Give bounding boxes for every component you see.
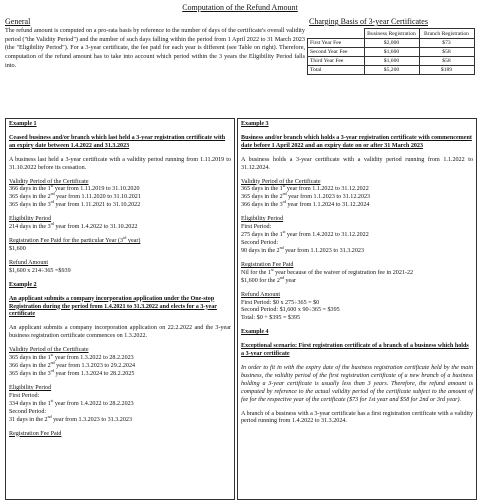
eligibility-line: 31 days in the 2nd year from 1.3.2023 to 31.3.2023	[9, 413, 132, 423]
example2-fee	[9, 431, 231, 439]
refund-value: $1,600 x 214÷365 =$939	[9, 267, 71, 274]
row-label: Second Year Fee	[308, 48, 365, 57]
table-row	[308, 48, 475, 57]
section-heading: Refund Amount	[241, 291, 281, 298]
example2-title: Example 2	[9, 281, 37, 288]
validity-line: 366 days in the 2nd year from 1.3.2023 to 29.2.2024	[9, 360, 136, 370]
example3-eligibility	[241, 216, 473, 256]
example2-paragraph: An applicant submits a company incorporation application on 22.2.2022 and the 3-year business registration certificate commences on 1.3.2022.	[9, 325, 231, 340]
table-corner-cell	[308, 29, 365, 39]
example1-refund	[9, 260, 231, 276]
branch-fee: $58	[419, 48, 474, 57]
table-row-total	[308, 66, 475, 75]
charging-basis-table	[307, 28, 475, 75]
example1-eligibility	[9, 216, 231, 232]
example3-title: Example 3	[241, 121, 269, 127]
row-label: First Year Fee	[308, 39, 365, 48]
example3-refund	[241, 292, 473, 324]
eligibility-line: 214 days in the 3rd year from 1.4.2022 to 31.10.2022	[9, 221, 138, 231]
validity-line: 366 days in the 1st year from 1.11.2019 to 31.10.2020	[9, 183, 140, 193]
charging-basis-heading: Charging Basis of 3-year Certificates	[309, 17, 428, 26]
validity-line: 365 days in the 2nd year from 1.11.2020 to 31.10.2021	[9, 191, 141, 201]
example4-italic-paragraph: In order to fit in with the expiry date of the business registration certificate held by the main business, the validity period of the first registration certificate of a new branch of a business holding a 3-year certificate is usually less than 3 years. Therefore, the refund amount is computed by reference to the actual validity period of the certificate subject to the amount of fee for the respective year of the certificate ($73 for 1st year and $58 for 2nd or 3rd year).	[241, 364, 473, 403]
section-heading: Registration Fee Paid for the particular Year (3rd year)	[9, 235, 141, 245]
eligibility-line: 275 days in the 1st year from 1.4.2022 to 31.12.2022	[241, 229, 369, 239]
fee-line: Nil for the 1st year because of the waiver of registration fee in 2021-22	[241, 266, 414, 276]
section-heading: Eligibility Period	[241, 216, 284, 223]
period-label: First Period:	[241, 224, 272, 231]
eligibility-line: 334 days in the 1st year from 1.4.2022 to 28.2.2023	[9, 397, 134, 407]
example1-paragraph: A business last held a 3-year certificate with a validity period running from 1.11.2019 to 31.10.2022 before its cessation.	[9, 156, 231, 171]
examples-right-column	[237, 118, 477, 500]
period-label: Second Period:	[9, 408, 47, 415]
validity-line: 365 days in the 3rd year from 1.11.2021 to 31.10.2022	[9, 199, 141, 209]
example1-fee	[9, 235, 231, 254]
example4-title: Example 4	[241, 329, 269, 336]
header-business-registration: Business Registration	[364, 29, 419, 39]
example3-heading: Business and/or branch which holds a 3-year registration certificate with commencement date before 1 April 2022 and an expiry date on or after 31 March 2023	[241, 134, 472, 149]
branch-fee: $189	[419, 66, 474, 75]
fee-value: $1,600	[9, 246, 26, 253]
general-heading: General	[5, 17, 31, 26]
branch-fee: $73	[419, 39, 474, 48]
page-title: Computation of the Refund Amount	[182, 3, 298, 12]
table-header-row	[308, 29, 475, 39]
section-heading: Registration Fee Paid	[241, 261, 294, 268]
section-heading: Eligibility Period	[9, 216, 52, 223]
eligibility-line: 90 days in the 2nd year from 1.1.2023 to 31.3.2023	[241, 244, 364, 254]
section-heading: Registration Fee Paid	[9, 430, 62, 437]
example2-heading: An applicant submits a company incorporation application under the One-stop Registration during the period from 1.4.2021 to 31.3.2022 and elects for a 3-year certificate	[9, 295, 217, 318]
example4-heading: Exceptional scenario: First registration certificate of a branch of a business which holds a 3-year certificate	[241, 343, 469, 358]
table-row	[308, 39, 475, 48]
validity-line: 366 days in the 3rd year from 1.1.2024 to 31.12.2024	[241, 199, 370, 209]
business-fee: $1,600	[364, 57, 419, 66]
general-paragraph: The refund amount is computed on a pro-rata basis by reference to the number of days of the certificate's overall validity period ("the Validity Period") and the number of such days falling within the period from 1 April 2022 to 31 March 2023 (the "Eligibility Period"). For a 3-year certificate, the fee paid for each year is different (see Table on right). Therefore, computation of the refund amount has to take into account which period within the 3 years the Eligibility Period falls into.	[5, 27, 305, 69]
validity-line: 365 days in the 1st year from 1.3.2022 to 28.2.2023	[9, 352, 134, 362]
validity-line: 365 days in the 2nd year from 1.1.2023 to 31.12.2023	[241, 191, 371, 201]
example3-validity	[241, 179, 473, 211]
section-heading: Refund Amount	[9, 259, 49, 266]
period-label: First Period:	[9, 392, 40, 399]
section-heading: Validity Period of the Certificate	[9, 347, 89, 354]
example3-fee	[241, 262, 473, 286]
refund-line: Second Period: $1,600 x 90÷365 = $395	[241, 307, 340, 314]
example2-eligibility	[9, 385, 231, 425]
fee-line: $1,600 for the 2nd year	[241, 274, 296, 284]
branch-fee: $58	[419, 57, 474, 66]
period-label: Second Period:	[241, 240, 279, 246]
business-fee: $2,000	[364, 39, 419, 48]
row-label: Third Year Fee	[308, 57, 365, 66]
example4-paragraph: A branch of a business with a 3-year certificate has a first registration certificate with a validity period running from 1.4.2022 to 31.3.2024.	[241, 410, 473, 425]
section-heading: Validity Period of the Certificate	[9, 178, 89, 185]
business-fee: $5,200	[364, 66, 419, 75]
row-label: Total	[308, 66, 365, 75]
examples-left-column	[5, 118, 235, 500]
refund-line: Total: $0 + $395 = $395	[241, 315, 301, 322]
example3-paragraph: A business holds a 3-year certificate with a validity period running from 1.1.2022 to 31.12.2024.	[241, 156, 473, 171]
refund-line: First Period: $0 x 275÷365 = $0	[241, 299, 320, 306]
example1-validity	[9, 179, 231, 211]
example1-title: Example 1	[9, 121, 37, 127]
validity-line: 365 days in the 3rd year from 1.3.2024 to 28.2.2025	[9, 367, 135, 377]
table-row	[308, 57, 475, 66]
section-heading: Eligibility Period	[9, 384, 52, 391]
example2-validity	[9, 347, 231, 379]
validity-line: 365 days in the 1st year from 1.1.2022 to 31.12.2022	[241, 183, 369, 193]
business-fee: $1,600	[364, 48, 419, 57]
header-branch-registration: Branch Registration	[419, 29, 474, 39]
section-heading: Validity Period of the Certificate	[241, 178, 321, 185]
example1-heading: Ceased business and/or branch which last held a 3-year registration certificate with an expiry date between 1.4.2022 and 31.3.2023	[9, 134, 226, 149]
